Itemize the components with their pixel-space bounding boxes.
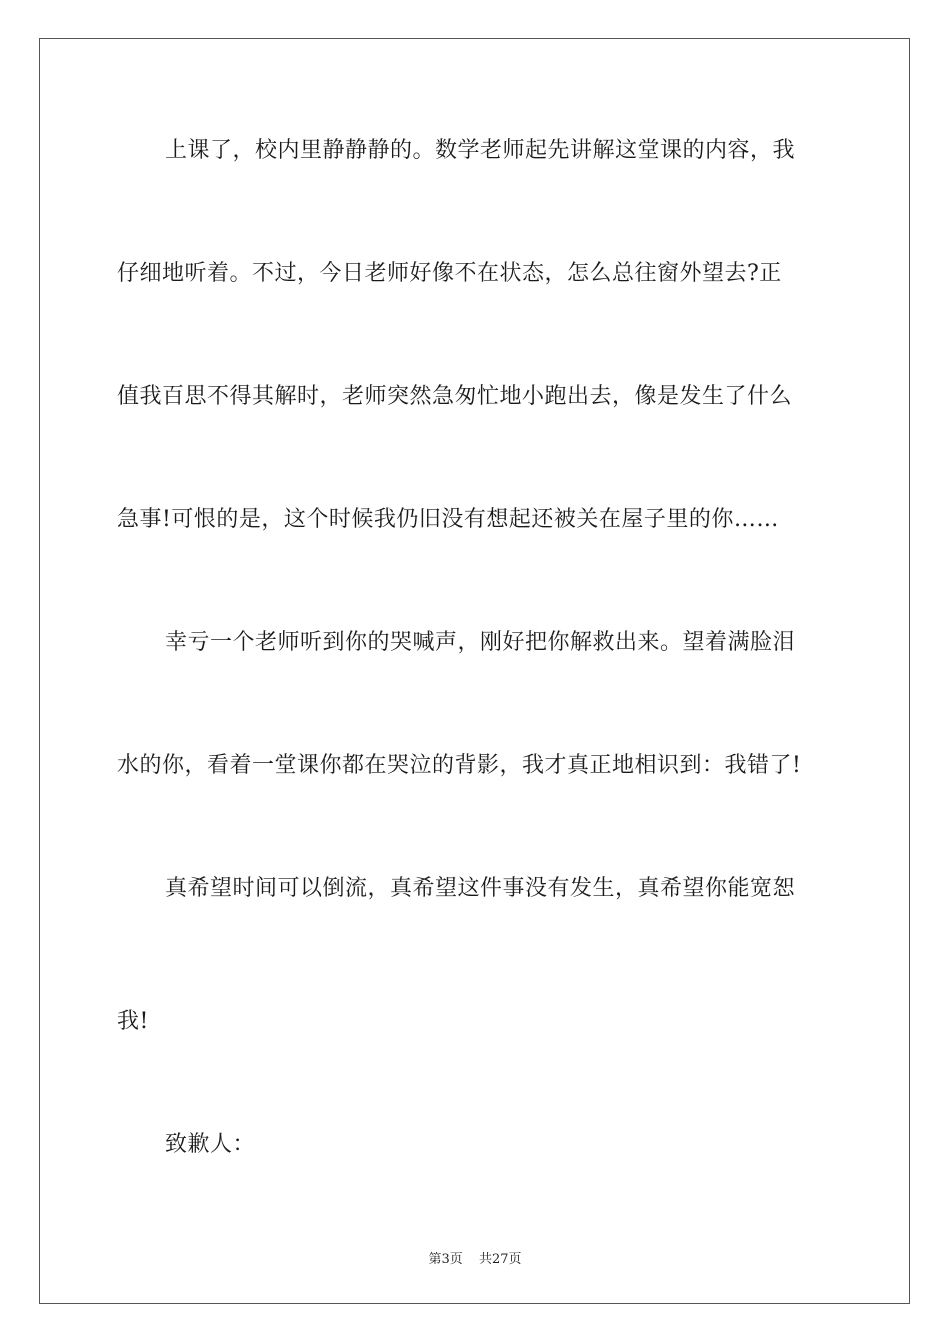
page-number-current: 第3页 (428, 1252, 463, 1267)
page-border (39, 38, 910, 1304)
paragraph-line-2: 仔细地听着。不过，今日老师好像不在状态，怎么总往窗外望去?正 (117, 261, 782, 286)
paragraph-line-1: 上课了，校内里静静静的。数学老师起先讲解这堂课的内容，我 (165, 138, 796, 163)
paragraph-line-3: 值我百思不得其解时，老师突然急匆忙地小跑出去，像是发生了什么 (117, 384, 793, 409)
paragraph-line-5: 幸亏一个老师听到你的哭喊声，刚好把你解救出来。望着满脸泪 (165, 630, 796, 655)
signature-line: 致歉人： (165, 1132, 256, 1157)
paragraph-line-7: 真希望时间可以倒流，真希望这件事没有发生，真希望你能宽恕 (165, 876, 796, 901)
paragraph-line-4: 急事!可恨的是，这个时候我仍旧没有想起还被关在屋子里的你…… (117, 507, 779, 532)
page-number-total: 共27页 (478, 1252, 522, 1267)
paragraph-line-6: 水的你，看着一堂课你都在哭泣的背影，我才真正地相识到：我错了! (117, 753, 802, 778)
page-footer (0, 1248, 950, 1267)
paragraph-line-8: 我! (117, 1009, 149, 1034)
